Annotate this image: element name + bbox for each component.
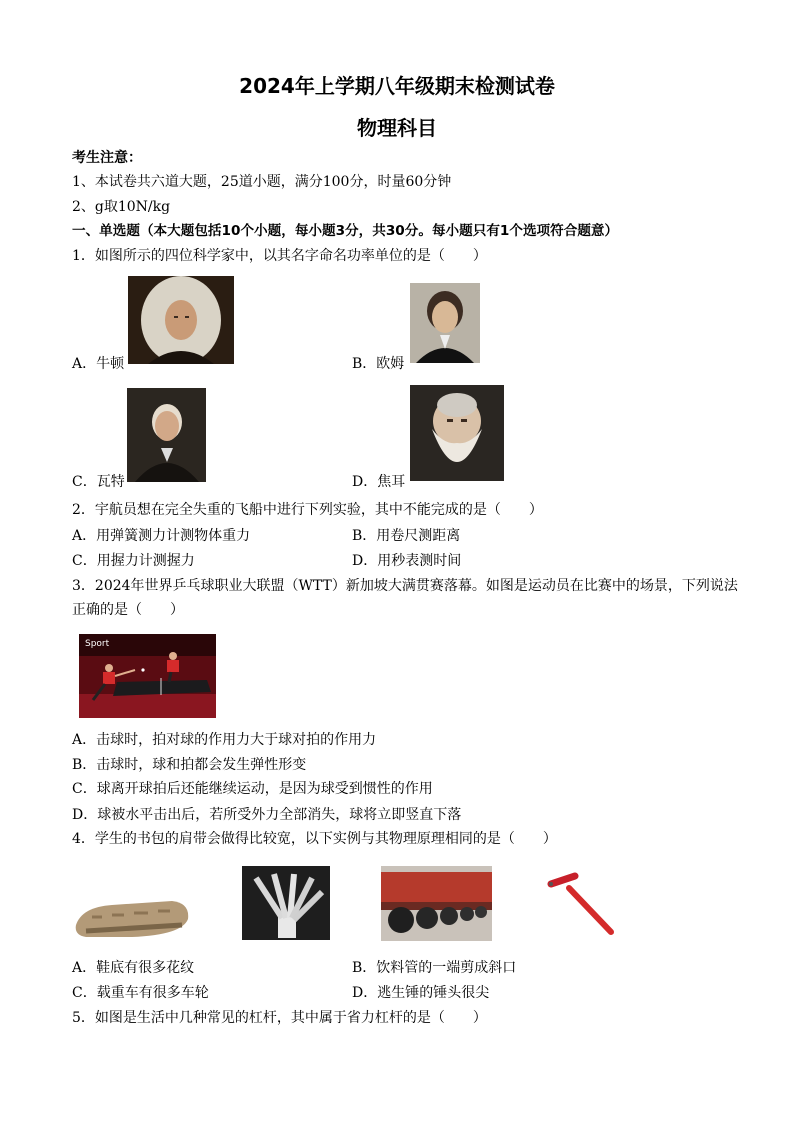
exam-subject: 物理科目: [357, 116, 437, 140]
q1-option-b: B．欧姆: [352, 356, 405, 372]
q3-option-a: A．击球时，拍对球的作用力大于球对拍的作用力: [72, 732, 377, 748]
q3-stem-line1: 3．2024年世界乒乓球职业大联盟（WTT）新加坡大满贯赛落幕。如图是运动员在比赛中的场景，下列说法: [72, 578, 738, 594]
notice-item-2: 2、g取10N/kg: [72, 199, 171, 215]
escape-hammer-image: [545, 872, 617, 936]
q3-option-b: B．击球时，球和拍都会发生弹性形变: [72, 757, 307, 773]
q1-option-c: C．瓦特: [72, 474, 125, 490]
q4-stem: 4．学生的书包的肩带会做得比较宽，以下实例与其物理原理相同的是（ ）: [72, 831, 557, 847]
exam-title: 2024年上学期八年级期末检测试卷: [239, 74, 555, 98]
q2-option-c: C．用握力计测握力: [72, 553, 195, 569]
ohm-portrait: [410, 283, 480, 363]
heavy-truck-image: [381, 866, 492, 941]
notice-item-1: 1、本试卷共六道大题，25道小题，满分100分，时量60分钟: [72, 174, 452, 190]
table-tennis-photo: [79, 634, 216, 718]
section-1-heading: 一、单选题（本大题包括10个小题，每小题3分，共30分。每小题只有1个选项符合题意）: [72, 223, 619, 239]
q4-option-c: C．载重车有很多车轮: [72, 985, 209, 1001]
q3-stem-line2: 正确的是（ ）: [72, 602, 184, 618]
newton-portrait: [128, 276, 234, 364]
q4-option-d: D．逃生锤的锤头很尖: [352, 985, 490, 1001]
q2-option-b: B．用卷尺测距离: [352, 528, 461, 544]
q3-option-c: C．球离开球拍后还能继续运动，是因为球受到惯性的作用: [72, 781, 433, 797]
q2-option-a: A．用弹簧测力计测物体重力: [72, 528, 251, 544]
notice-heading: 考生注意：: [72, 150, 142, 166]
q1-option-d: D．焦耳: [352, 474, 406, 490]
shoe-sole-image: [72, 895, 193, 943]
joule-portrait: [410, 385, 504, 481]
watt-portrait: [127, 388, 206, 482]
q2-stem: 2．宇航员想在完全失重的飞船中进行下列实验，其中不能完成的是（ ）: [72, 502, 543, 518]
q5-stem: 5．如图是生活中几种常见的杠杆，其中属于省力杠杆的是（ ）: [72, 1010, 487, 1026]
q1-stem: 1．如图所示的四位科学家中，以其名字命名功率单位的是（ ）: [72, 248, 487, 264]
q1-option-a: A．牛顿: [72, 356, 125, 372]
q3-option-d: D．球被水平击出后，若所受外力全部消失，球将立即竖直下落: [72, 807, 462, 823]
arena-banner-text: Sport: [85, 639, 110, 649]
q4-option-b: B．饮料管的一端剪成斜口: [352, 960, 517, 976]
straws-image: [242, 866, 330, 940]
q2-option-d: D．用秒表测时间: [352, 553, 462, 569]
q4-option-a: A．鞋底有很多花纹: [72, 960, 195, 976]
